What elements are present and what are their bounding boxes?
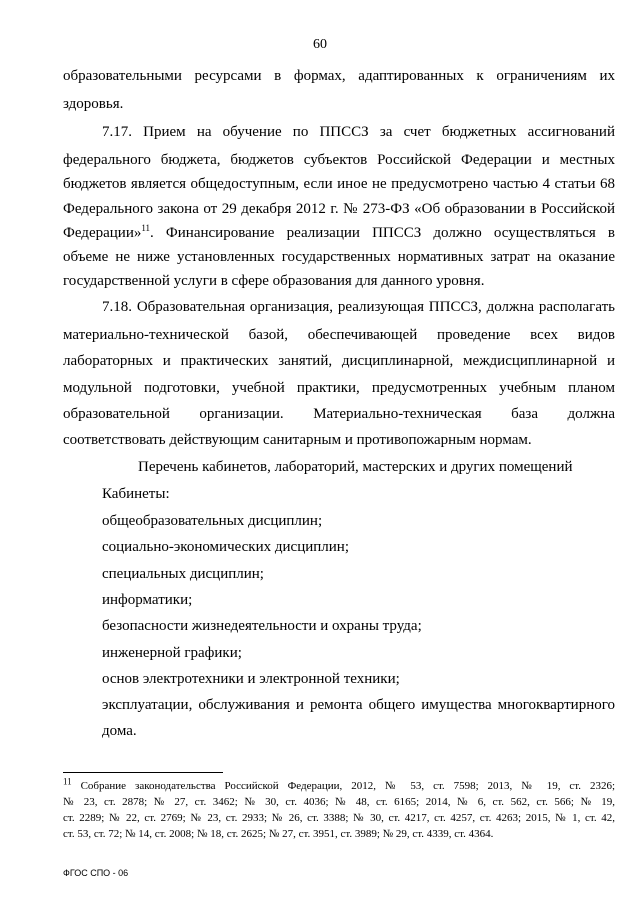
list-item: социально-экономических дисциплин; [102,539,349,555]
text-line: государственной услуги в сфере образования для данного уровня. [63,273,485,289]
footnote-mark: 11 [63,776,72,787]
text-line: модульной подготовки, учебной практики, предусмотренных учебным планом [63,380,615,396]
text-fragment: . Финансирование реализации ППССЗ должно осуществляться в [150,225,615,241]
list-item: безопасности жизнедеятельности и охраны труда; [102,618,422,634]
footnote-reference: 11 [141,223,151,233]
text-line: образовательной организации. Материально-техническая база должна [63,406,615,422]
list-item: эксплуатации, обслуживания и ремонта общего имущества многоквартирного [102,697,615,713]
list-item: дома. [102,723,137,739]
footnote-line: ст. 53, ст. 72; № 14, ст. 2008; № 18, ст. 2625; № 27, ст. 3951, ст. 3989; № 29, ст. 4339, ст. 4364. [63,828,494,840]
footnote-line [63,776,616,793]
text-line: здоровья. [63,96,124,112]
list-title: Перечень кабинетов, лабораторий, мастерских и других помещений [138,459,573,475]
list-item: общеобразовательных дисциплин; [102,513,323,529]
list-item: Кабинеты: [102,486,170,502]
text-line: бюджетов является общедоступным, если иное не предусмотрено частью 4 статьи 68 [63,176,615,192]
text-line: Федерального закона от 29 декабря 2012 г. № 273-ФЗ «Об образовании в Российской [63,201,615,217]
page-number: 60 [313,37,327,52]
text-line: объеме не ниже установленных государственных нормативных затрат на оказание [63,249,615,265]
document-footer: ФГОС СПО - 06 [63,868,129,878]
footnote-line: № 23, ст. 2878; № 27, ст. 3462; № 30, ст. 4036; № 48, ст. 6165; 2014, № 6, ст. 562, ст. 566; № 19, [63,796,615,808]
text-line: федерального бюджета, бюджетов субъектов Российской Федерации и местных [63,152,615,168]
text-line: соответствовать действующим санитарным и противопожарным нормам. [63,432,532,448]
list-item: инженерной графики; [102,645,242,661]
text-line: 7.17. Прием на обучение по ППССЗ за счет бюджетных ассигнований [102,124,615,140]
list-item: специальных дисциплин; [102,566,264,582]
list-item: основ электротехники и электронной техники; [102,671,400,687]
footnote-line: ст. 2289; № 22, ст. 2769; № 23, ст. 2933; № 26, ст. 3388; № 30, ст. 4217, ст. 4257, ст. 4263; 2015, № 1, ст. 42, [63,812,615,824]
text-line: образовательными ресурсами в формах, адаптированных к ограничениям их [63,68,615,84]
text-fragment: Федерации» [63,225,142,241]
text-line: материально-технической базой, обеспечивающей проведение всех видов [63,327,615,343]
footnote-text: Собрание законодательства Российской Федерации, 2012, № 53, ст. 7598; 2013, № 19, ст. 2326; [80,780,616,792]
footnote-separator [63,772,223,773]
text-line: 7.18. Образовательная организация, реализующая ППССЗ, должна располагать [102,299,615,315]
text-line: лабораторных и практических занятий, дисциплинарной, междисциплинарной и [63,353,615,369]
text-line [63,224,615,242]
list-item: информатики; [102,592,193,608]
